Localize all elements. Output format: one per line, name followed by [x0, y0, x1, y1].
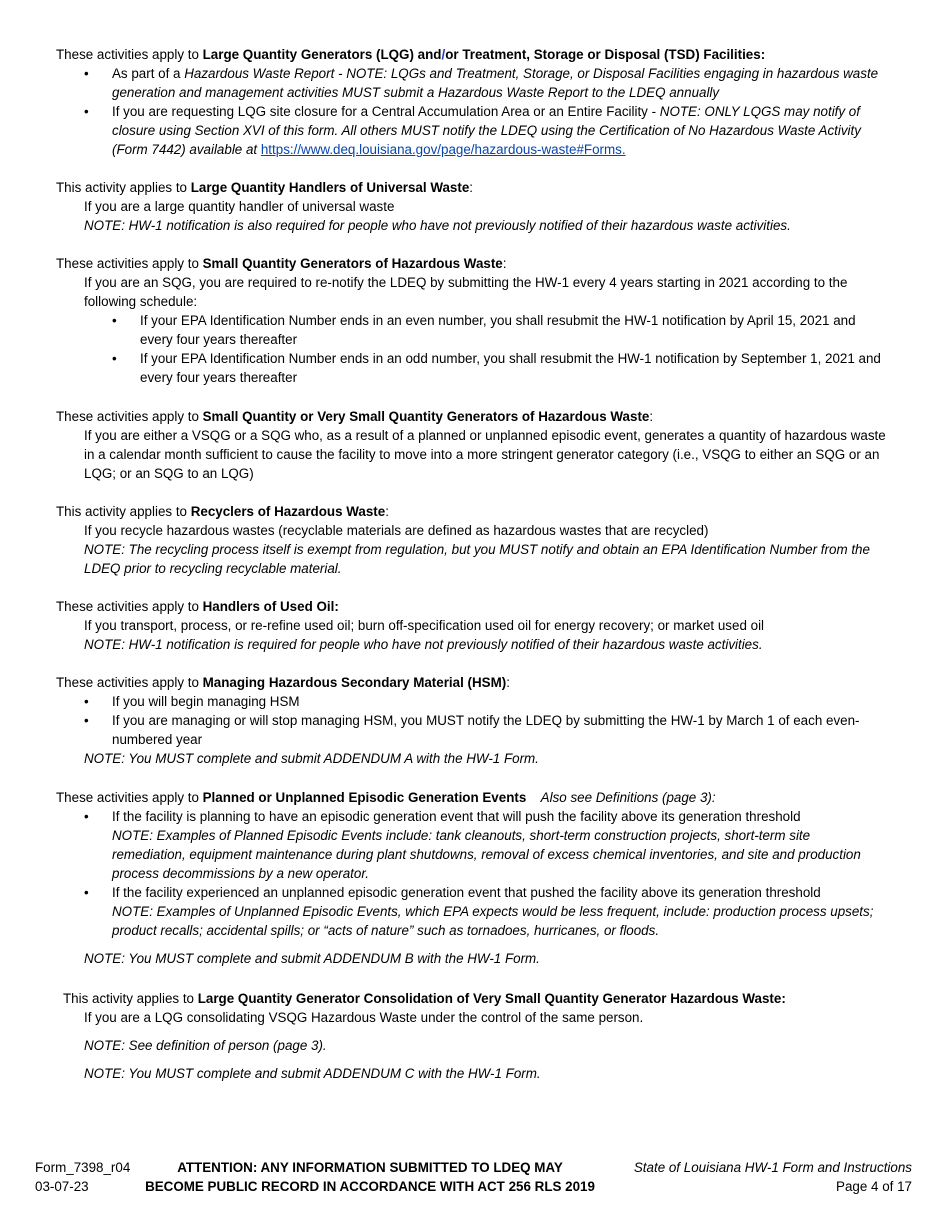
body-text: If you are a LQG consolidating VSQG Hazardous Waste under the control of the same person.	[84, 1010, 644, 1025]
section-heading	[56, 597, 886, 616]
heading-text: Large Quantity Generator Consolidation of Very Small Quantity Generator Hazardous Waste:	[197, 991, 786, 1006]
section-lqg-tsd	[56, 45, 886, 159]
heading-tail: :	[385, 504, 389, 519]
section-heading	[56, 407, 886, 426]
heading-text: Large Quantity Generators (LQG) and	[202, 47, 442, 62]
section-heading	[56, 254, 886, 273]
list-item: • If you will begin managing HSM	[56, 692, 886, 711]
body-text: If you are either a VSQG or a SQG who, as a result of a planned or unplanned episodic event, generates a quantity of hazardous waste in a calendar month sufficient to cause the facility to move into a more stringent generator category (i.e., VSQG to either an SQG or an LQG; or an SQG to an LQG)	[84, 428, 886, 481]
item-text: If the facility experienced an unplanned episodic generation event that pushed the facility above its generation threshold	[112, 885, 821, 900]
bullet-list	[56, 692, 886, 749]
section-heading	[56, 45, 886, 64]
footer-form-info	[35, 1158, 130, 1196]
section-recyclers	[56, 502, 886, 578]
list-item	[56, 64, 886, 102]
heading-lead: These activities apply to	[56, 790, 203, 805]
heading-lead: This activity applies to	[56, 180, 191, 195]
heading-text: Handlers of Used Oil:	[202, 599, 339, 614]
list-item: • If you are managing or will stop managing HSM, you MUST notify the LDEQ by submitting the HW-1 by March 1 of each even-numbered year	[56, 711, 886, 749]
note-text: NOTE: See definition of person (page 3).	[84, 1038, 327, 1053]
page-number: Page 4 of 17	[836, 1179, 912, 1194]
heading-text: Small Quantity Generators of Hazardous Waste	[202, 256, 503, 271]
heading-tail: :	[649, 409, 654, 424]
item-text: If you are requesting LQG site closure for a Central Accumulation Area or an Entire Facility -	[112, 104, 660, 119]
bullet-list	[56, 64, 886, 159]
item-text: If the facility is planning to have an episodic generation event that will push the facility above its generation threshold	[112, 809, 801, 824]
heading-lead: This activity applies to	[63, 991, 198, 1006]
section-universal-waste	[56, 178, 886, 235]
heading-tail: :	[469, 180, 474, 195]
section-heading	[56, 502, 886, 521]
list-item	[56, 883, 886, 940]
definitions-reference: Also see Definitions (page 3):	[526, 790, 716, 805]
heading-lead: This activity applies to	[56, 504, 191, 519]
heading-lead: These activities apply to	[56, 256, 203, 271]
note-text: NOTE: You MUST complete and submit ADDENDUM B with the HW-1 Form.	[84, 951, 540, 966]
heading-lead: These activities apply to	[56, 599, 203, 614]
section-lqg-consolidation	[63, 989, 893, 1083]
note-text: NOTE: HW-1 notification is also required for people who have not previously notified of their hazardous waste activities.	[84, 218, 791, 233]
section-episodic-events	[56, 788, 886, 968]
heading-lead: These activities apply to	[56, 675, 203, 690]
heading-lead: These activities apply to	[56, 47, 203, 62]
body-text: If you recycle hazardous wastes (recyclable materials are defined as hazardous wastes that are recycled)	[84, 523, 709, 538]
section-hsm	[56, 673, 886, 768]
note-text: NOTE: The recycling process itself is exempt from regulation, but you MUST notify and obtain an EPA Identification Number from the LDEQ prior to recycling recyclable material.	[84, 542, 870, 576]
heading-tail: :	[506, 675, 510, 690]
item-note: NOTE: ONLY LQGS may notify of closure using Section XVI of this form. All others MUST notify the LDEQ using the Certification of No Hazardous Waste Activity (Form 7442) available at	[112, 104, 861, 157]
list-item	[56, 807, 886, 883]
heading-text: Large Quantity Handlers of Universal Waste	[190, 180, 470, 195]
note-text: NOTE: You MUST complete and submit ADDENDUM C with the HW-1 Form.	[84, 1066, 541, 1081]
body-text: If you are a large quantity handler of universal waste	[84, 199, 395, 214]
section-sqg	[56, 254, 886, 387]
section-sqg-vsqg	[56, 407, 886, 483]
item-note: NOTE: Examples of Unplanned Episodic Events, which EPA expects would be less frequent, include: production process upsets; product recalls; accidental spills; or “acts of nature” such as tornadoes, hurricanes, or floods.	[112, 904, 874, 938]
form-date: 03-07-23	[35, 1179, 89, 1194]
heading-slash: /	[441, 47, 446, 62]
list-item	[56, 102, 886, 159]
footer-attention	[140, 1158, 600, 1196]
form-id: Form_7398_r04	[35, 1160, 131, 1175]
attention-line: BECOME PUBLIC RECORD IN ACCORDANCE WITH ACT 256 RLS 2019	[145, 1179, 595, 1194]
note-text: NOTE: HW-1 notification is required for people who have not previously notified of their hazardous waste activities.	[84, 637, 763, 652]
body-text: If you are an SQG, you are required to re-notify the LDEQ by submitting the HW-1 every 4 years starting in 2021 according to the following schedule:	[84, 275, 848, 309]
note-text: NOTE: You MUST complete and submit ADDENDUM A with the HW-1 Form.	[84, 751, 539, 766]
heading-text: Planned or Unplanned Episodic Generation Events	[202, 790, 527, 805]
heading-text: Small Quantity or Very Small Quantity Generators of Hazardous Waste	[202, 409, 650, 424]
list-item: • If your EPA Identification Number ends in an even number, you shall resubmit the HW-1 notification by April 15, 2021 and every four years thereafter	[56, 311, 886, 349]
section-heading	[56, 178, 886, 197]
section-used-oil	[56, 597, 886, 654]
item-note: NOTE: Examples of Planned Episodic Events include: tank cleanouts, short-term construction projects, short-term site remediation, equipment maintenance during plant shutdowns, removal of excess chemical inventories, and site and production process decommissions by a new operator.	[112, 828, 861, 881]
item-note: Hazardous Waste Report - NOTE: LQGs and Treatment, Storage, or Disposal Facilities engaging in hazardous waste generation and management activities MUST submit a Hazardous Waste Report to the LDEQ annually	[112, 66, 879, 100]
bullet-list	[56, 807, 886, 940]
section-heading	[63, 989, 893, 1008]
attention-line: ATTENTION: ANY INFORMATION SUBMITTED TO LDEQ MAY	[177, 1160, 563, 1175]
heading-lead: These activities apply to	[56, 409, 203, 424]
footer-page-info	[634, 1158, 912, 1196]
list-item: • If your EPA Identification Number ends in an odd number, you shall resubmit the HW-1 notification by September 1, 2021 and every four years thereafter	[56, 349, 886, 387]
section-heading	[56, 673, 886, 692]
heading-text: Recyclers of Hazardous Waste	[190, 504, 386, 519]
section-heading	[56, 788, 886, 807]
hazardous-waste-forms-link[interactable]: https://www.deq.louisiana.gov/page/hazardous-waste#Forms.	[260, 142, 626, 157]
heading-text: or Treatment, Storage or Disposal (TSD) Facilities:	[445, 47, 766, 62]
bullet-list	[56, 311, 886, 387]
document-title: State of Louisiana HW-1 Form and Instructions	[633, 1160, 912, 1175]
body-text: If you transport, process, or re-refine used oil; burn off-specification used oil for energy recovery; or market used oil	[84, 618, 765, 633]
heading-tail: :	[502, 256, 507, 271]
heading-text: Managing Hazardous Secondary Material (HSM)	[202, 675, 507, 690]
item-text: As part of a	[112, 66, 185, 81]
